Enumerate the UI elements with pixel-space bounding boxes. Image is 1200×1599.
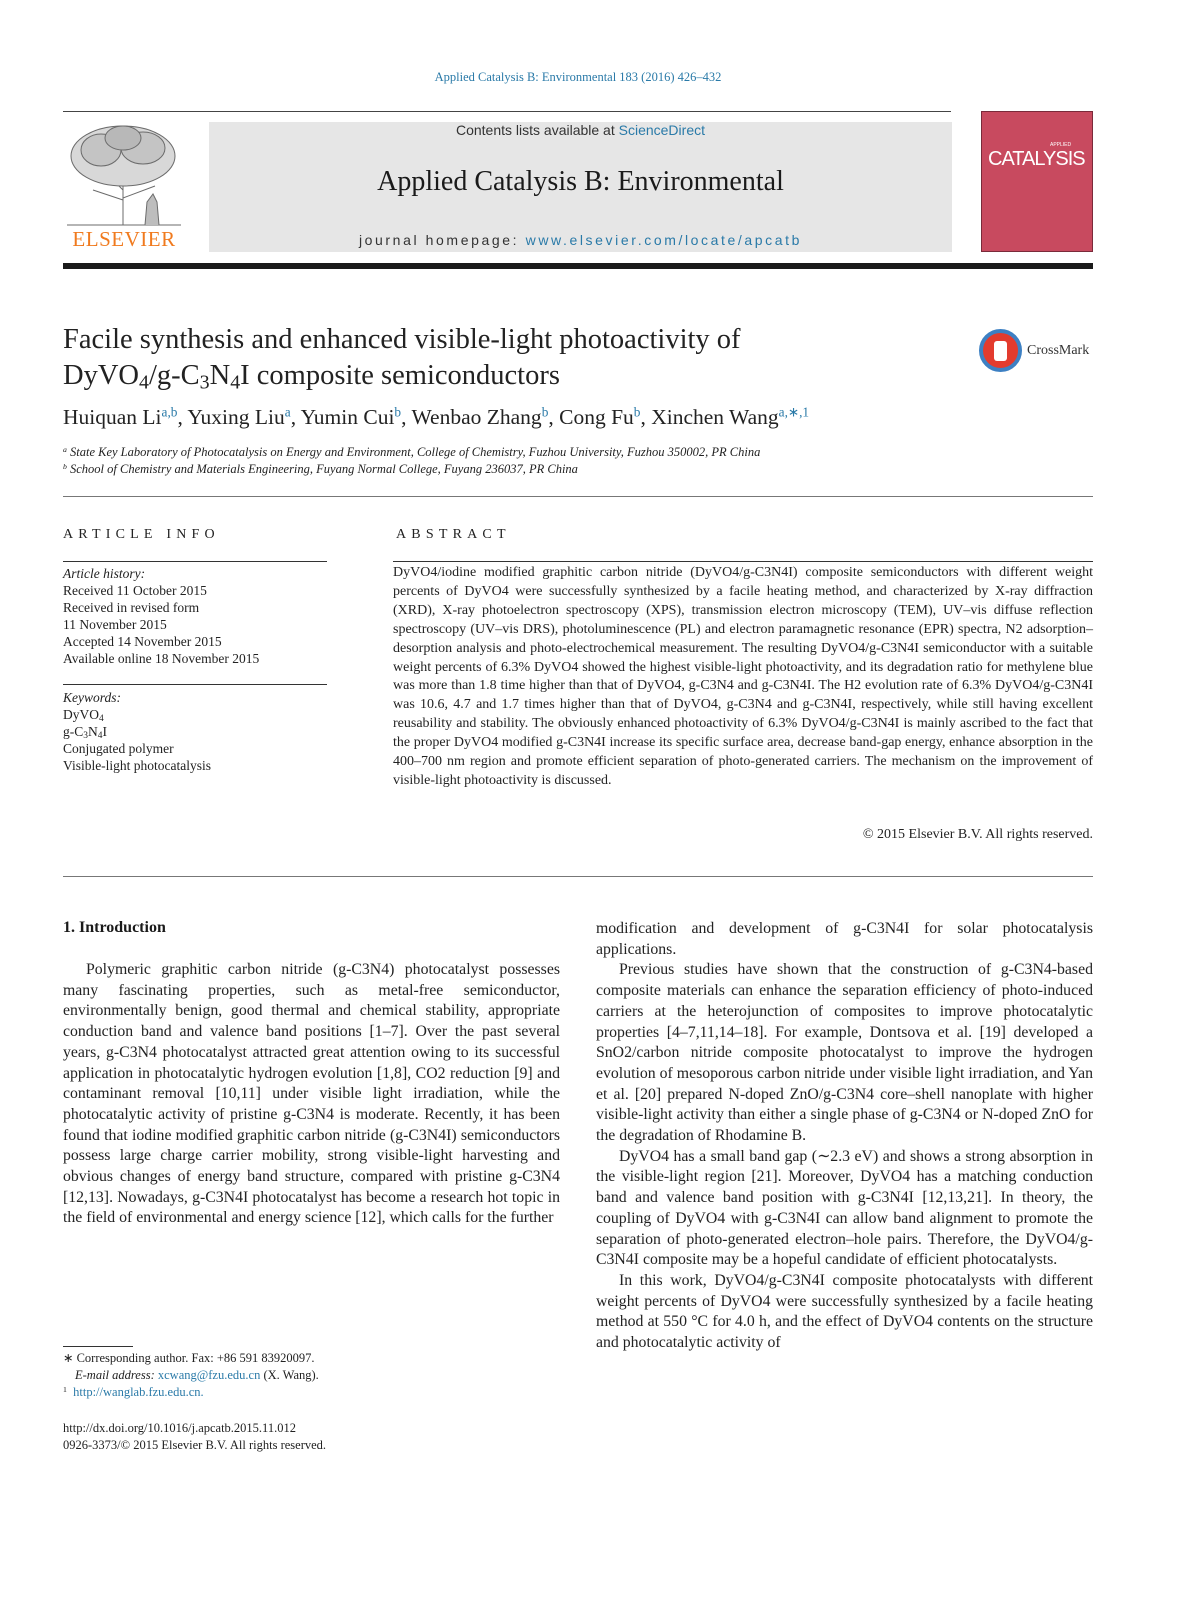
- article-title: [63, 322, 923, 394]
- author-name[interactable]: Yumin Cui: [300, 405, 395, 429]
- email-note: [75, 1367, 595, 1384]
- contents-line: [209, 122, 952, 138]
- affiliation: [63, 445, 1093, 460]
- history-item: Received in revised form: [63, 600, 200, 615]
- journal-title: Applied Catalysis B: Environmental: [377, 166, 784, 197]
- keywords: [63, 689, 333, 774]
- divider: [63, 684, 327, 685]
- history-item: Accepted 14 November 2015: [63, 634, 222, 649]
- abstract-heading: ABSTRACT: [396, 527, 511, 542]
- keyword: Visible-light photocatalysis: [63, 758, 212, 773]
- header-rule: [63, 111, 951, 112]
- publisher-name: ELSEVIER: [72, 227, 176, 251]
- affiliation: [63, 462, 1093, 477]
- doi-link[interactable]: http://dx.doi.org/10.1016/j.apcatb.2015.11.012: [63, 1421, 296, 1435]
- email-suffix: (X. Wang).: [260, 1368, 319, 1382]
- author-name[interactable]: Huiquan Li: [63, 405, 162, 429]
- crossmark-icon: [979, 329, 1022, 372]
- author-aff[interactable]: a: [284, 404, 291, 420]
- body-column-left: [63, 960, 560, 1229]
- author-aff[interactable]: b: [633, 404, 641, 420]
- section-heading: 1. Introduction: [63, 919, 166, 936]
- paragraph: Previous studies have shown that the construction of g-C3N4-based composite materials can enhance the separation efficiency of photo-induced carriers at the heterojunction of composites to improve photocatalytic properties [4–7,11,14–18]. For example, Dontsova et al. [19] developed a SnO2/carbon nitride composite photocatalyst to improve the hydrogen evolution of mesoporous carbon nitride under visible light irradiation, and Yan et al. [20] prepared N-doped ZnO/g-C3N4 core–shell nanoplate with higher visible-light activity than either a single phase of g-C3N4 or N-doped ZnO for the degradation of Rhodamine B.: [596, 961, 1093, 1145]
- author-aff[interactable]: b: [394, 404, 402, 420]
- crossmark-button[interactable]: [979, 329, 1099, 373]
- homepage-prefix: journal homepage:: [358, 232, 526, 248]
- header-thick-rule: [63, 263, 1093, 269]
- keywords-label: Keywords:: [63, 690, 121, 705]
- author-aff[interactable]: a,b: [161, 404, 178, 420]
- keyword: $g-C_3N_4I$: [63, 724, 107, 742]
- paragraph: modification and development of g-C3N4I for solar photocatalysis applications.: [596, 920, 1093, 958]
- crossmark-label: CrossMark: [1027, 343, 1090, 358]
- keyword: Conjugated polymer: [63, 741, 174, 756]
- history-item: Available online 18 November 2015: [63, 651, 260, 666]
- footnote-rule: [63, 1346, 133, 1347]
- article-history: [63, 565, 333, 667]
- author-aff[interactable]: a,∗,1: [778, 404, 810, 420]
- author-list: Huiquan Li$^{a,b}$, Yuxing Liu$^a$, Yumin Cui$^b$, Wenbao Zhang$^b$, Cong Fu$^b$, Xinchen Wang$^{a,∗,1}$: [63, 404, 810, 429]
- affiliation-text: School of Chemistry and Materials Engineering, Fuyang Normal College, Fuyang 236037, PR China: [70, 462, 578, 476]
- affiliation-mark: b: [63, 461, 67, 471]
- paragraph: DyVO4 has a small band gap (∼2.3 eV) and shows a strong absorption in the visible-light region [21]. Moreover, DyVO4 has a matching conduction band and valence band position with g-C3N4I [12,13,21]. In theory, the coupling of DyVO4 with g-C3N4I can allow band alignment to promote the separation of photo-generated electron–hole pairs. Therefore, the DyVO4/g-C3N4I composite may be a hopeful candidate of efficient photocatalysts.: [596, 1147, 1093, 1269]
- affiliation-text: State Key Laboratory of Photocatalysis on Energy and Environment, College of Chemistry, Fuzhou University, Fuzhou 350002, PR China: [70, 445, 761, 459]
- author-name[interactable]: Wenbao Zhang: [411, 405, 542, 429]
- elsevier-logo[interactable]: [63, 120, 185, 252]
- article-info-heading: ARTICLE INFO: [63, 527, 220, 542]
- divider: [63, 496, 1093, 497]
- email-link[interactable]: xcwang@fzu.edu.cn: [157, 1368, 261, 1382]
- history-label: Article history:: [63, 566, 146, 581]
- history-item: 11 November 2015: [63, 617, 167, 632]
- url-mark: 1: [63, 1384, 67, 1394]
- abstract-text: DyVO4/iodine modified graphitic carbon nitride (DyVO4/g-C3N4I) composite semiconductors with different weight percents of DyVO4 were successfully synthesized by a facile heating method, and characterized by X-ray diffraction (XRD), X-ray photoelectron spectroscopy (XPS), transmission electron microscopy (TEM), UV–vis diffuse reflection spectroscopy (UV–vis DRS), photoluminescence (PL) and electron paramagnetic resonance (EPR) spectra, N2 adsorption–desorption analysis and photo-electrochemical measurement. The resulting DyVO4/g-C3N4I semiconductor with a suitable weight percents of 6.3% DyVO4 showed the highest visible-light photoactivity, and its degradation ratio for methylene blue was more than 1.8 time higher than that of DyVO4, g-C3N4 and g-C3N4I. The H2 evolution rate of 6.3% DyVO4/g-C3N4I was 10.6, 4.7 and 1.7 times higher than that of DyVO4, g-C3N4 and g-C3N4I, respectively, while still having excellent reusability and stability. The obviously enhanced photoactivity of 6.3% DyVO4/g-C3N4I is mainly ascribed to the fact that the proper DyVO4 modified g-C3N4I increase its specific surface area, decrease band-gap energy, enhance absorption in the 400–700 nm region and promote efficient separation of photo-generated carriers. The mechanism on the improvement of visible-light photoactivity is discussed.: [393, 565, 1093, 788]
- homepage-link[interactable]: www.elsevier.com/locate/apcatb: [525, 232, 803, 248]
- author-name[interactable]: Cong Fu: [559, 405, 634, 429]
- homepage-line: [209, 232, 952, 248]
- keyword: DyVO$_4$: [63, 707, 104, 725]
- journal-cover[interactable]: [981, 111, 1093, 252]
- paragraph: In this work, DyVO4/g-C3N4I composite photocatalysts with different weight percents of DyVO4 were successfully synthesized by a facile heating method at 550 °C for 4.0 h, and the effect of DyVO4 contents on the structure and photocatalytic activity of: [596, 1271, 1093, 1352]
- history-item: Received 11 October 2015: [63, 583, 207, 598]
- author-name[interactable]: Yuxing Liu: [187, 405, 285, 429]
- elsevier-tree-icon: [63, 120, 185, 228]
- divider: [63, 561, 327, 562]
- author-aff[interactable]: b: [541, 404, 549, 420]
- sciencedirect-link[interactable]: ScienceDirect: [618, 122, 705, 138]
- copyright: © 2015 Elsevier B.V. All rights reserved.: [862, 827, 1093, 842]
- cover-small-text: APPLIED: [1050, 142, 1072, 148]
- author-name[interactable]: Xinchen Wang: [651, 405, 779, 429]
- cover-text: CATALYSIS: [988, 148, 1085, 170]
- contents-prefix: Contents lists available at: [455, 122, 619, 138]
- paragraph: Polymeric graphitic carbon nitride (g-C3N4) photocatalyst possesses many fascinating properties, such as metal-free semiconductor, environmentally benign, good thermal and chemical stability, appropriate conduction band and valence band positions [1–7]. Over the past several years, g-C3N4 photocatalyst attracted great attention owing to its successful application in photocatalytic hydrogen evolution [1,8], CO2 reduction [9] and contaminant removal [10,11] under visible light irradiation, while the photocatalytic activity of pristine g-C3N4 is moderate. Recently, it has been found that iodine modified graphitic carbon nitride (g-C3N4I) semiconductors possess large charge carrier mobility, strong visible-light harvesting and obvious changes of energy band structure, compared with pristine g-C3N4 [12,13]. Nowadays, g-C3N4I photocatalyst has become a research hot topic in the field of environmental and energy science [12], which calls for the further: [63, 961, 560, 1227]
- divider: [393, 561, 1093, 562]
- email-label: E-mail address:: [75, 1368, 158, 1382]
- issn-line: 0926-3373/© 2015 Elsevier B.V. All rights reserved.: [63, 1438, 327, 1452]
- corresponding-note: ∗ Corresponding author. Fax: +86 591 83920097.: [63, 1351, 315, 1365]
- divider: [63, 876, 1093, 877]
- journal-citation[interactable]: Applied Catalysis B: Environmental 183 (2016) 426–432: [434, 70, 722, 84]
- title-line-2: $DyVO_4/g-C_3N_4I$ composite semiconductors: [63, 360, 560, 394]
- url-note: [63, 1384, 583, 1401]
- lab-url-link[interactable]: http://wanglab.fzu.edu.cn.: [73, 1385, 204, 1399]
- title-line-1: Facile synthesis and enhanced visible-light photoactivity of: [63, 324, 741, 355]
- affiliation-mark: a: [63, 444, 67, 454]
- body-column-right: [596, 919, 1093, 1354]
